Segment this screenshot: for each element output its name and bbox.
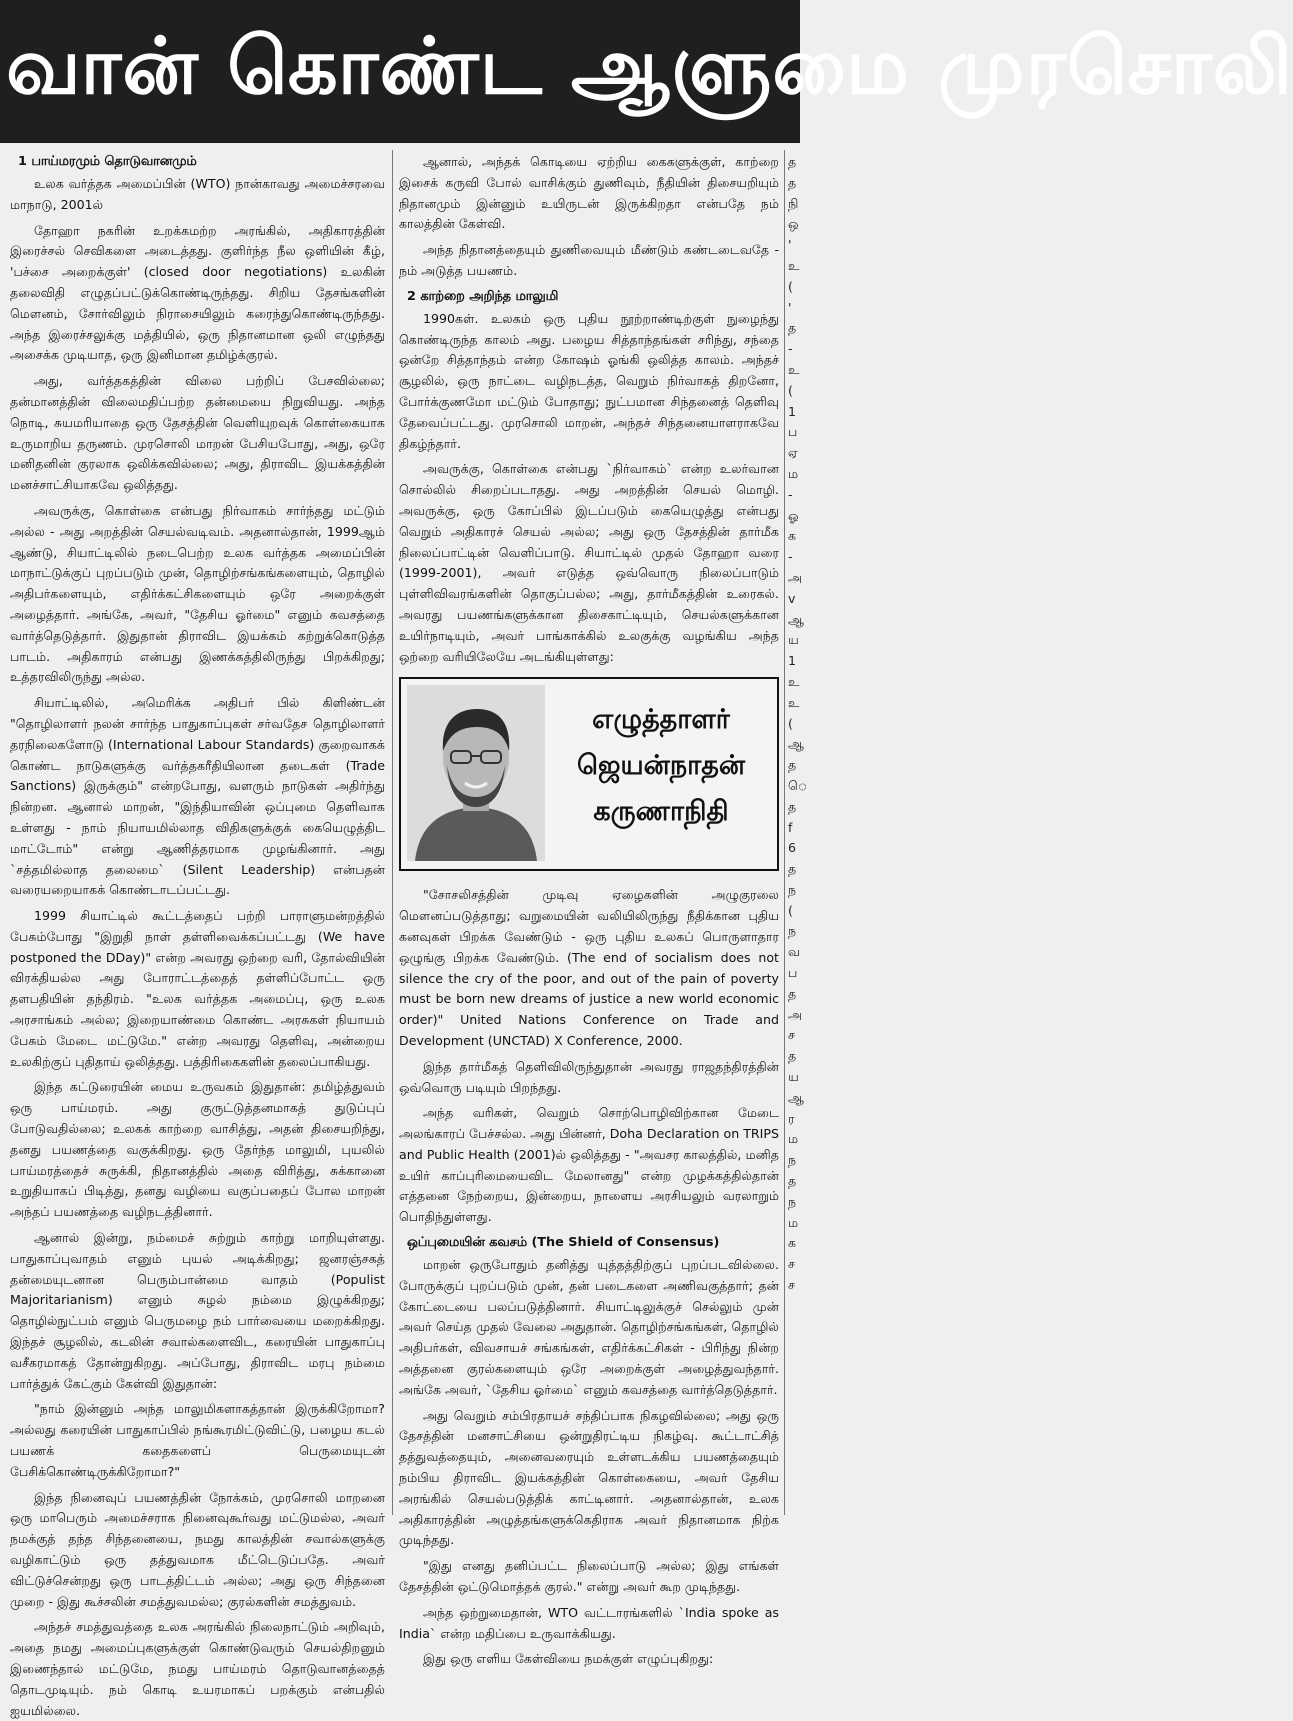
- article-column-1: [10, 152, 385, 1718]
- paragraph: அவருக்கு, கொள்கை என்பது `நிர்வாகம்` என்ற உலர்வான சொல்லில் சிறைப்படாதது. அது அறத்தின் செயல் மொழி. அவருக்கு, ஒரு கோப்பில் இடப்படும் கையெழுத்து என்பது வெறும் அதிகாரச் செயல் அல்ல; அது ஒரு தேசத்தின் தார்மீக நிலைப்பாட்டின் வெளிப்பாடு. சியாட்டில் முதல் தோஹா வரை (1999-2001), அவர் எடுத்த ஒவ்வொரு நிலைப்பாடும் புள்ளிவிவரங்களின் தொகுப்பல்ல; அது, தார்மீகத்தின் உரைகல். அவரது பயணங்களுக்கான திசைகாட்டியும், செயல்களுக்கான உயிர்நாடியும், அவர் பாங்காக்கில் உலகுக்கு வழங்கிய அந்த ஒற்றை வரியிலேயே அடங்கியுள்ளது:: [399, 461, 779, 664]
- paragraph: அது, வர்த்தகத்தின் விலை பற்றிப் பேசவில்லை; தன்மானத்தின் விலைமதிப்பற்ற தன்மையை நிறுவியது. அந்த நொடி, சுயமரியாதை ஒரு தேசத்தின் வெளியுறவுக் கொள்கையாக உருமாறிய தருணம். முரசொலி மாறன் பேசியபோது, அது, ஒரே மனிதனின் குரலாக ஒலிக்கவில்லை; அது, திராவிட இயக்கத்தின் மனச்சாட்சியாகவே ஒலித்தது.: [10, 373, 385, 493]
- column-3-fragments: [788, 152, 808, 1296]
- column-3-fragment: ந: [788, 881, 797, 897]
- paragraph: மாறன் ஒருபோதும் தனித்து யுத்தத்திற்குப் புறப்படவில்லை. போருக்குப் புறப்படும் முன், தன் படைகளை அணிவகுத்தார்; தன் கோட்டையை பலப்படுத்தினார். சியாட்டிலுக்குச் செல்லும் முன் அவர் செய்த முதல் வேலை அதுதான். தொழிற்சங்கங்கள், தொழில் அதிபர்கள், விவசாயச் சங்கங்கள், எதிர்க்கட்சிகள் - பிரிந்து நின்ற அத்தனை குரல்களையும் ஒரே அறைக்குள் அழைத்துவந்தார். அங்கே அவர், `தேசிய ஓர்மை` எனும் கவசத்தை வார்த்தெடுத்தார்.: [399, 1257, 779, 1397]
- column-3-fragment: ': [788, 237, 792, 253]
- column-3-fragment: த: [788, 174, 797, 190]
- column-3-fragment: ': [788, 299, 792, 315]
- author-label: எழுத்தாளர்: [592, 704, 730, 736]
- column-3-fragment: ச: [788, 1027, 795, 1043]
- column-3-fragment: த: [788, 861, 797, 877]
- column-3-fragment: த: [788, 154, 797, 169]
- paragraph: இது ஒரு எளிய கேள்வியை நமக்குள் எழுப்புகிறது:: [423, 1651, 714, 1667]
- column-3-fragment: (: [788, 902, 793, 918]
- paragraph: சியாட்டிலில், அமெரிக்க அதிபர் பில் கிளிண்டன் "தொழிலாளர் நலன் சார்ந்த பாதுகாப்புகள் சர்வதேச தொழிலாளர் தரநிலைகளோடு (International Labour Standards) குறைவாகக் கொண்ட நாடுகளுக்கு வர்த்தகரீதியிலான தடைகள் (Trade Sanctions) இருக்கும்" என்றபோது, வளரும் நாடுகள் அதிர்ந்து நின்றன. ஆனால் மாறன், "இந்தியாவின் ஒப்புமை தெளிவாக உள்ளது - நாம் நியாயமில்லாத விதிகளுக்குக் கையெழுத்திட மாட்டோம்" என்று ஆணித்தரமாக முழங்கினார். அது `சத்தமில்லாத தலைமை` (Silent Leadership) என்பதன் வரையறையாகக் கொண்டாடப்பட்டது.: [10, 695, 385, 898]
- column-3-fragment: -: [788, 341, 793, 357]
- column-divider: [392, 150, 393, 1515]
- column-3-fragment: (: [788, 382, 793, 398]
- paragraph: அந்த நிதானத்தையும் துணிவையும் மீண்டும் கண்டடைவதே - நம் அடுத்த பயணம்.: [399, 242, 779, 278]
- column-3-fragment: ச: [788, 1256, 795, 1272]
- paragraph: 1999 சியாட்டில் கூட்டத்தைப் பற்றி பாராளுமன்றத்தில் பேசும்போது "இறுதி நாள் தள்ளிவைக்கப்பட்டது (We have postponed the DDay)" என்ற அவரது ஒற்றை வரி, தோல்வியின் விரக்தியல்ல அது போராட்டத்தைத் தள்ளிப்போட்ட ஒரு தளபதியின் தந்திரம். "உலக வர்த்தக அமைப்பு, ஒரு உலக அரசாங்கம் அல்ல; இறையாண்மை கொண்ட அரசுகள் நியாயம் பேசும் மேடை மட்டுமே." என்ற அவரது தெளிவு, அன்றைய உலகிற்குப் புதிதாய் ஒலித்தது. பத்திரிகைகளின் தலைப்பாகியது.: [10, 908, 385, 1069]
- column-3-fragment: ஆ: [788, 611, 804, 627]
- paragraph: அந்த ஒற்றுமைதான், WTO வட்டாரங்களில் `India spoke as India` என்ற மதிப்பை உருவாக்கியது.: [399, 1604, 779, 1641]
- column-3-fragment: த: [788, 798, 797, 814]
- column-3-fragment: த: [788, 1048, 797, 1064]
- paragraph: அது வெறும் சம்பிரதாயச் சந்திப்பாக நிகழவில்லை; அது ஒரு தேசத்தின் மனசாட்சியை ஒன்றுதிரட்டிய நிகழ்வு. கூட்டாட்சித் தத்துவத்தையும், அனைவரையும் உள்ளடக்கிய பயணத்தையும் நம்பிய திராவிட இயக்கத்தின் கொள்கையை, அவர் தேசிய அரங்கில் செயல்படுத்திக் காட்டினார். அதனால்தான், உலக அதிகாரத்தின் அழுத்தங்களுக்கெதிராக அவர் நிதானமாக நிற்க முடிந்தது.: [399, 1407, 779, 1548]
- column-3-fragment: 1: [788, 653, 797, 669]
- column-3-fragment: உ: [788, 257, 800, 273]
- column-3-fragment: க: [788, 1235, 797, 1251]
- column-3-fragment: த: [788, 1173, 797, 1189]
- column-3-fragment: ந: [788, 1193, 797, 1209]
- column-3-fragment: (: [788, 278, 793, 294]
- section-heading: 2 காற்றை அறிந்த மாலுமி: [407, 288, 559, 304]
- section-heading: 1 பாய்மரமும் தொடுவானமும்: [18, 154, 197, 169]
- column-3-fragment: ப: [788, 965, 798, 981]
- column-3-fragment: க: [788, 528, 797, 544]
- paragraph: அவருக்கு, கொள்கை என்பது நிர்வாகம் சார்ந்தது மட்டும் அல்ல - அது அறத்தின் செயல்வடிவம். அதனால்தான், 1999ஆம் ஆண்டு, சியாட்டிலில் நடைபெற்ற உலக வர்த்தக அமைப்பின் மாநாட்டுக்குப் புறப்படும் முன், தொழிற்சங்கங்களையும், தொழில் அதிபர்களையும், எதிர்க்கட்சிகளையும் ஒரே அறைக்குள் அழைத்தார். அங்கே, அவர், "தேசிய ஓர்மை" எனும் கவசத்தை வார்த்தெடுத்தார். இதுதான் திராவிட இயக்கம் கற்றுக்கொடுத்த பாடம். அதிகாரம் என்பது இணக்கத்திலிருந்து பிறக்கிறது; உத்தரவிலிருந்து அல்ல.: [10, 502, 385, 685]
- quote-paragraph: "இது எனது தனிப்பட்ட நிலைப்பாடு அல்ல; இது எங்கள் தேசத்தின் ஒட்டுமொத்தக் குரல்." என்று அவர் கூற முடிந்தது.: [399, 1558, 779, 1595]
- column-3-fragment: அ: [788, 1006, 802, 1022]
- quote-paragraph: "சோசலிசத்தின் முடிவு ஏழைகளின் அழுகுரலை மௌனப்படுத்தாது; வறுமையின் வலியிலிருந்து நீதிக்கான புதிய கனவுகள் பிறக்க வேண்டும் - ஒரு புதிய உலகப் பொருளாதார ஒழுங்கு பிறக்க வேண்டும். (The end of socialism does not silence the cry of the poor, and out of the pain of poverty must be born new dreams of justice a new world economic order)" United Nations Conference on Trade and Development (UNCTAD) X Conference, 2000.: [399, 887, 779, 1048]
- column-3-fragment: ர: [788, 1110, 795, 1126]
- headline-banner: [0, 0, 1293, 143]
- column-divider: [784, 150, 785, 1515]
- column-3-fragment: ய: [788, 1069, 799, 1085]
- column-3-fragment: -: [788, 549, 793, 565]
- column-3-fragment: அ: [788, 569, 802, 585]
- column-3-fragment: ெ: [788, 777, 808, 793]
- column-3-fragment: ந: [788, 923, 797, 939]
- author-portrait-image: [407, 685, 545, 861]
- section-heading: ஒப்புமையின் கவசம் (The Shield of Consensus): [407, 1235, 720, 1251]
- column-3-fragment: ந: [788, 1152, 797, 1168]
- column-3-fragment: நி: [788, 195, 799, 211]
- paragraph: இந்த தார்மீகத் தெளிவிலிருந்துதான் அவரது ராஜதந்திரத்தின் ஒவ்வொரு படியும் பிறந்தது.: [399, 1058, 779, 1095]
- column-3-fragment: ஒ: [788, 216, 799, 232]
- column-3-fragment: உ: [788, 694, 800, 710]
- column-3-fragment: 1: [788, 403, 797, 419]
- column-3-fragment: ச: [788, 1277, 795, 1293]
- column-3-fragment: ஆ: [788, 1089, 804, 1105]
- column-3-fragment: ம: [788, 465, 799, 481]
- paragraph: இந்த நினைவுப் பயணத்தின் நோக்கம், முரசொலி மாறனை ஒரு மாபெரும் அமைச்சராக நினைவுகூர்வது மட்டுமல்ல, அவர் நமக்குத் தந்த சிந்தனையை, நமது காலத்தின் சவால்களுக்கு வழிகாட்டும் ஒரு தத்துவமாக மீட்டெடுப்பதே. அவர் விட்டுச்சென்றது ஒரு பாடத்திட்டம் அல்ல; அது ஒரு சிந்தனை முறை - இது கூச்சலின் சமத்துவமல்ல; குரல்களின் சமத்துவம்.: [10, 1489, 385, 1609]
- column-3-fragment: உ: [788, 361, 800, 377]
- author-first-name: ஜெயன்நாதன்: [576, 750, 746, 782]
- column-3-fragment: த: [788, 985, 797, 1001]
- column-3-fragment: ஏ: [788, 445, 798, 461]
- author-box: [399, 677, 779, 871]
- quote-paragraph: "நாம் இன்னும் அந்த மாலுமிகளாகத்தான் இருக்கிறோமா? அல்லது கரையின் பாதுகாப்பில் நங்கூரமிட்டுவிட்டு, பழைய கடல் பயணக் கதைகளைப் பெருமையுடன் பேசிக்கொண்டிருக்கிறோமா?": [10, 1401, 385, 1479]
- paragraph: அந்த வரிகள், வெறும் சொற்பொழிவிற்கான மேடை அலங்காரப் பேச்சல்ல. அது பின்னர், Doha Declaration on TRIPS and Public Health (2001)ல் ஒலித்தது - "அவசர காலத்தில், மனித உயிர் காப்புரிமையைவிட மேலானது" என்ற முழக்கத்தில்தான் எத்தனை நேற்றைய, இன்றைய, நாளைய அரசியலும் வரலாறும் பொதிந்துள்ளது.: [399, 1105, 779, 1225]
- paragraph: இந்த கட்டுரையின் மைய உருவகம் இதுதான்: தமிழ்த்துவம் ஒரு பாய்மரம். அது குருட்டுத்தனமாகத் துடுப்புப் போடுவதில்லை; உலகக் காற்றை வாசித்து, அதன் திசையறிந்து, தனது பயணத்தை வகுக்கிறது. ஒரு தேர்ந்த மாலுமி, புயலில் பாய்மரத்தைச் சுருக்கி, நிதானத்தில் அதை விரித்து, சுக்கானை உறுதியாகப் பிடித்து, தனது வழியை வகுப்பதைப் போல மாறன் அந்தப் பயணத்தை வழிநடத்தினார்.: [10, 1079, 385, 1220]
- column-3-fragment: ஓ: [788, 507, 799, 523]
- paragraph: தோஹா நகரின் உறக்கமற்ற அரங்கில், அதிகாரத்தின் இரைச்சல் செவிகளை அடைத்தது. குளிர்ந்த நீல ஒளியின் கீழ், 'பச்சை அறைக்குள்' (closed door negotiations) உலகின் தலைவிதி எழுதப்பட்டுக்கொண்டிருந்தது. சிறிய தேசங்களின் மௌனம், சோர்விலும் நிராசையிலும் கரைந்துகொண்டிருந்தது. அந்த இரைச்சலுக்கு மத்தியில், ஒரு நிதானமான ஒலி எழுந்தது அசைக்க முடியாத, ஒரு இனிமான தமிழ்க்குரல்.: [10, 222, 385, 363]
- column-3-fragment: ஆ: [788, 736, 804, 752]
- column-3-fragment: த: [788, 757, 797, 773]
- column-3-fragment: ப: [788, 424, 798, 440]
- column-3-fragment: ம: [788, 1131, 799, 1147]
- column-3-fragment: வ: [788, 944, 801, 960]
- headline: வான் கொண்ட ஆளுமை முரசொலி: [6, 22, 1293, 112]
- paragraph: உலக வர்த்தக அமைப்பின் (WTO) நான்காவது அமைச்சரவை மாநாடு, 2001ல்: [10, 176, 385, 212]
- column-3-fragment: ம: [788, 1214, 799, 1230]
- column-3-fragment: உ: [788, 673, 800, 689]
- column-3-fragment: த: [788, 320, 797, 336]
- article-column-3-cropped: [788, 152, 808, 1512]
- article-column-2: [399, 152, 779, 1667]
- paragraph: அந்தச் சமத்துவத்தை உலக அரங்கில் நிலைநாட்டும் அறிவும், அதை நமது அமைப்புகளுக்குள் கொண்டுவரும் செயல்திறனும் இணைந்தால் மட்டுமே, நமது பாய்மரம் தொடுவானத்தைத் தொடமுடியும். நம் கொடி உயரமாகப் பறக்கும் என்பதில் ஐயமில்லை.: [10, 1619, 385, 1718]
- column-3-fragment: f: [788, 819, 793, 835]
- column-3-fragment: ய: [788, 632, 799, 648]
- column-3-fragment: (: [788, 715, 793, 731]
- column-3-fragment: 6: [788, 840, 797, 856]
- column-3-fragment: -: [788, 486, 793, 502]
- paragraph: 1990கள். உலகம் ஒரு புதிய நூற்றாண்டிற்குள் நுழைந்து கொண்டிருந்த காலம் அது. பழைய சித்தாந்தங்கள் சரிந்து, சந்தை ஒன்றே சித்தாந்தம் என்ற கோஷம் ஓங்கி ஒலித்த காலம். அந்தச் சூழலில், ஒரு நாட்டை வழிநடத்த, வெறும் நிர்வாகத் திறனோ, போர்க்குணமோ மட்டும் போதாது; நுட்பமான சிந்தனைத் தெளிவு தேவைப்பட்டது. முரசொலி மாறன், அந்தச் சிந்தனையாளராகவே திகழ்ந்தார்.: [399, 310, 779, 451]
- column-3-fragment: v: [788, 590, 796, 606]
- author-last-name: கருணாநிதி: [593, 796, 729, 828]
- author-byline: [551, 697, 771, 835]
- author-photo: [407, 685, 545, 861]
- paragraph: ஆனால், அந்தக் கொடியை ஏற்றிய கைகளுக்குள், காற்றை இசைக் கருவி போல் வாசிக்கும் துணிவும், நீதியின் திசையறியும் நிதானமும் இன்னும் உயிருடன் இருக்கிறதா என்பதே நம் காலத்தின் கேள்வி.: [399, 154, 779, 232]
- paragraph: ஆனால் இன்று, நம்மைச் சுற்றும் காற்று மாறியுள்ளது. பாதுகாப்புவாதம் எனும் புயல் அடிக்கிறது; ஜனரஞ்சகத் தன்மையுடனான பெரும்பான்மை வாதம் (Populist Majoritarianism) எனும் சுழல் நம்மை இழுக்கிறது; தொழில்நுட்பம் எனும் பெருமழை நம் பார்வையை மறைக்கிறது. இந்தச் சூழலில், கடலின் சவால்களைவிட, கரையின் பாதுகாப்பு வசீகரமாகத் தோன்றுகிறது. அப்போது, திராவிட மரபு நம்மை பார்த்துக் கேட்கும் கேள்வி இதுதான்:: [10, 1230, 385, 1391]
